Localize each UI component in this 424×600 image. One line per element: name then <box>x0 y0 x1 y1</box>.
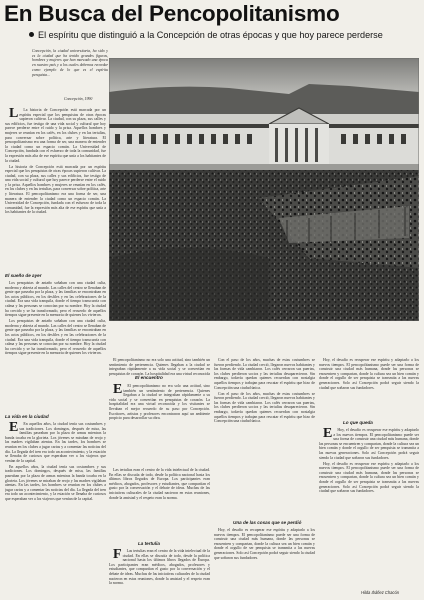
column-2-top <box>109 358 210 376</box>
section-4-text-cont: Las tertulias eran el centro de la vida intelectual de la ciudad. En ellas se discutía de todo, desde la política nacional hasta los últimos libros llegados de Europa. Los participantes eran médicos, abogados, profesores y estudiantes, que compartían el gusto por la conversación y el debate de ideas. Muchas de las iniciativas culturales de la ciudad nacieron en estas reuniones, donde la amistad y el respeto eran la norma. <box>109 549 210 586</box>
column-2-mid2 <box>109 468 210 538</box>
column-4-bottom <box>319 428 419 586</box>
section-3-text-cont: El pencopolitanismo no era solo una actitud, sino también un sentimiento de pertenencia. Quienes llegaban a la ciudad se integraban rápidamente a su vida social y se convertían en penquistas de corazón. La hospitalidad era una virtud reconocida y los visitantes se llevaban el mejor recuerdo de su paso por Concepción. Escritores, artistas y profesores encontraron aquí un ambiente propicio para desarrollar su obra. <box>109 384 210 421</box>
column-left-top <box>5 108 106 270</box>
subtitle-text: El espíritu que distinguió a la Concepción de otras épocas y que hoy parece perderse <box>38 30 383 40</box>
section-6-text-cont2: Hoy, el desafío es recuperar ese espíritu y adaptarlo a los nuevos tiempos. El pencopolitanismo puede ser una forma de construir una ciudad más humana, donde las personas se encuentren y compartan, donde la cultura sea un bien común y donde el orgullo de ser penquista se transmita a las nuevas generaciones. Solo así Concepción podrá seguir siendo la ciudad que soñaron sus fundadores. <box>319 428 419 460</box>
section-2-text-cont: En aquellos años, la ciudad tenía sus costumbres y sus tradiciones. Los domingos, después de misa, las familias paseaban por la plaza de armas mientras la banda tocaba en la glorieta. Los jóvenes se miraban de reojo y las madres vigilaban atentas. En las tardes, los hombres se reunían en los clubes a jugar cartas y a comentar las noticias del día. La llegada del tren era todo un acontecimiento, y la estación se llenaba de curiosos que esperaban ver a los viajeros que venían de la capital. <box>5 464 106 501</box>
column-left-bottom <box>5 422 106 590</box>
column-2-bottom <box>109 549 210 593</box>
drop-cap: E <box>323 428 333 441</box>
epigraph: Concepción, la ciudad universitaria, ha sido y es la ciudad que ha tenido grandes figuras, hombres y mujeres que han marcado una época en nuestro país y a los cuales debemos recordar como ejemplo de lo que es el espíritu penquista... <box>32 49 108 77</box>
section-5-heading: Una de las cosas que se perdió <box>233 520 302 525</box>
article-title: En Busca del Pencopolitanismo <box>4 1 340 26</box>
section-1-text: Los penquistas de antaño soñaban con una ciudad culta, moderna y abierta al mundo. Las calles del centro se llenaban de gente que paseaba por la plaza, y las familias se encontraban en los actos públicos, en los desfiles y en las celebraciones de la ciudad. Era una vida tranquila, donde el tiempo transcurría con calma y las personas se conocían por su nombre. Hoy la ciudad ha crecido y se ha transformado, pero el recuerdo de aquellos tiempos sigue presente en la memoria de quienes los vivieron. <box>5 281 106 318</box>
section-0-text: La historia de Concepción está marcada por un espíritu especial que los penquistas de otras épocas supieron cultivar. La ciudad, con su plaza, sus calles y sus edificios, fue testigo de una vida social y cultural que hoy parece perderse entre el ruido y la prisa. Aquellos hombres y mujeres se reunían en los cafés, en los clubes y en las tertulias, para conversar sobre política, arte y literatura. El pencopolitanismo era una forma de ser, una manera de entender la ciudad como un espacio común. La Universidad de Concepción, fundada con el esfuerzo de toda la comunidad, fue la expresión más alta de ese espíritu que unía a los habitantes de la ciudad. <box>5 108 106 163</box>
drop-cap: L <box>9 108 19 121</box>
section-1-text-cont: Los penquistas de antaño soñaban con una ciudad culta, moderna y abierta al mundo. Las calles del centro se llenaban de gente que paseaba por la plaza, y las familias se encontraban en los actos públicos, en los desfiles y en las celebraciones de la ciudad. Era una vida tranquila, donde el tiempo transcurría con calma y las personas se conocían por su nombre. Hoy la ciudad ha crecido y se ha transformado, pero el recuerdo de aquellos tiempos sigue presente en la memoria de quienes los vivieron. <box>5 319 106 356</box>
column-2-mid <box>109 384 210 466</box>
section-0-text-cont: La historia de Concepción está marcada por un espíritu especial que los penquistas de otras épocas supieron cultivar. La ciudad, con su plaza, sus calles y sus edificios, fue testigo de una vida social y cultural que hoy parece perderse entre el ruido y la prisa. Aquellos hombres y mujeres se reunían en los cafés, en los clubes y en las tertulias, para conversar sobre política, arte y literatura. El pencopolitanismo era una forma de ser, una manera de entender la ciudad como un espacio común. La Universidad de Concepción, fundada con el esfuerzo de toda la comunidad, fue la expresión más alta de ese espíritu que unía a los habitantes de la ciudad. <box>5 164 106 215</box>
article-subtitle <box>29 30 421 41</box>
section-5-text: Con el paso de los años, muchas de estas costumbres se fueron perdiendo. La ciudad creció, llegaron nuevos habitantes y las formas de vida cambiaron. Los cafés cerraron sus puertas, los clubes perdieron socios y las tertulias desaparecieron. Sin embargo, todavía quedan quienes recuerdan con nostalgia aquellos tiempos y trabajan para rescatar el espíritu que hizo de Concepción una ciudad única. <box>214 358 315 390</box>
column-3-top <box>214 358 315 513</box>
author-signature: Hilda Ibáñez Chacón <box>361 590 400 595</box>
column-left-mid <box>5 281 106 409</box>
historic-plaza-photo <box>109 58 419 321</box>
photo-image <box>109 58 419 321</box>
drop-cap: F <box>113 549 122 562</box>
bullet-icon <box>29 32 34 37</box>
section-4-heading: La tertulia <box>138 541 160 546</box>
section-2-text: En aquellos años, la ciudad tenía sus costumbres y sus tradiciones. Los domingos, después de misa, las familias paseaban por la plaza de armas mientras la banda tocaba en la glorieta. Los jóvenes se miraban de reojo y las madres vigilaban atentas. En las tardes, los hombres se reunían en los clubes a jugar cartas y a comentar las noticias del día. La llegada del tren era todo un acontecimiento, y la estación se llenaba de curiosos que esperaban ver a los viajeros que venían de la capital. <box>5 422 106 463</box>
section-2-heading: La vida en la ciudad <box>5 414 49 419</box>
section-6-heading: Lo que queda <box>343 420 373 425</box>
column-4-top <box>319 358 419 416</box>
drop-cap: E <box>9 422 19 435</box>
section-4-text: Las tertulias eran el centro de la vida intelectual de la ciudad. En ellas se discutía de todo, desde la política nacional hasta los últimos libros llegados de Europa. Los participantes eran médicos, abogados, profesores y estudiantes, que compartían el gusto por la conversación y el debate de ideas. Muchas de las iniciativas culturales de la ciudad nacieron en estas reuniones, donde la amistad y el respeto eran la norma. <box>109 468 210 500</box>
section-1-heading: El sueño de ayer <box>5 273 42 278</box>
section-3-heading: El encuentro <box>135 375 163 380</box>
section-6-text: Hoy, el desafío es recuperar ese espíritu y adaptarlo a los nuevos tiempos. El pencopolitanismo puede ser una forma de construir una ciudad más humana, donde las personas se encuentren y compartan, donde la cultura sea un bien común y donde el orgullo de ser penquista se transmita a las nuevas generaciones. Solo así Concepción podrá seguir siendo la ciudad que soñaron sus fundadores. <box>214 528 315 560</box>
section-5-text-cont: Con el paso de los años, muchas de estas costumbres se fueron perdiendo. La ciudad creció, llegaron nuevos habitantes y las formas de vida cambiaron. Los cafés cerraron sus puertas, los clubes perdieron socios y las tertulias desaparecieron. Sin embargo, todavía quedan quienes recuerdan con nostalgia aquellos tiempos y trabajan para rescatar el espíritu que hizo de Concepción una ciudad única. <box>214 391 315 424</box>
section-6-text-cont: Hoy, el desafío es recuperar ese espíritu y adaptarlo a los nuevos tiempos. El pencopolitanismo puede ser una forma de construir una ciudad más humana, donde las personas se encuentren y compartan, donde la cultura sea un bien común y donde el orgullo de ser penquista se transmita a las nuevas generaciones. Solo así Concepción podrá seguir siendo la ciudad que soñaron sus fundadores. <box>319 358 419 390</box>
column-3-bottom <box>214 528 315 593</box>
section-3-text: El pencopolitanismo no era solo una actitud, sino también un sentimiento de pertenencia. Quienes llegaban a la ciudad se integraban rápidamente a su vida social y se convertían en penquistas de corazón. La hospitalidad era una virtud reconocida <box>109 358 210 376</box>
section-6-text-cont3: Hoy, el desafío es recuperar ese espíritu y adaptarlo a los nuevos tiempos. El pencopolitanismo puede ser una forma de construir una ciudad más humana, donde las personas se encuentren y compartan, donde la cultura sea un bien común y donde el orgullo de ser penquista se transmita a las nuevas generaciones. Solo así Concepción podrá seguir siendo la ciudad que soñaron sus fundadores. <box>319 461 419 494</box>
epigraph-signature: Concepción, 1990 <box>64 97 93 101</box>
drop-cap: E <box>113 384 123 397</box>
